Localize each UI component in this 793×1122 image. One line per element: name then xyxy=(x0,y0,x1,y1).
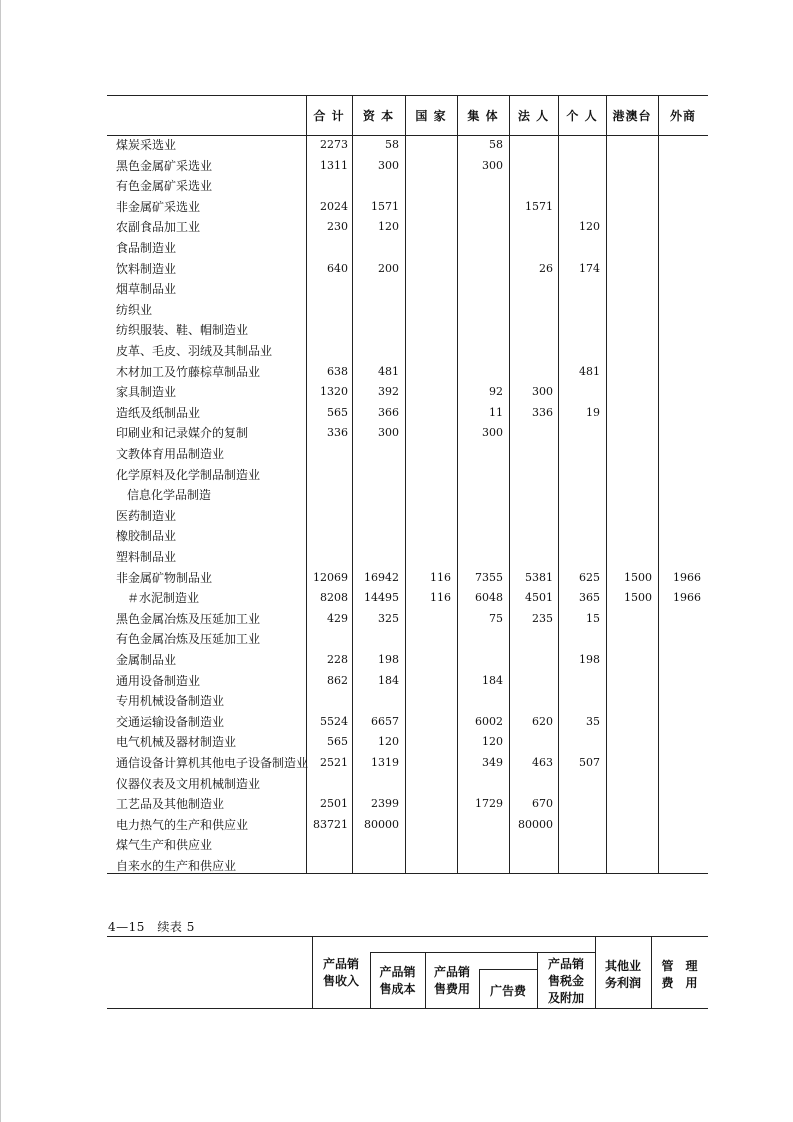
table-row xyxy=(107,135,708,156)
row-label: 电气机械及器材制造业 xyxy=(116,735,237,750)
table-row xyxy=(107,547,708,568)
header-state: 国 家 xyxy=(415,108,447,123)
table-row xyxy=(107,671,708,692)
header-legal-person: 法 人 xyxy=(517,108,550,123)
table-row xyxy=(107,238,708,259)
cell-value: 58 xyxy=(385,138,399,151)
table-caption: 4—15 续表 5 xyxy=(108,920,195,934)
row-label: ＃水泥制造业 xyxy=(127,591,200,606)
cell-value: 565 xyxy=(327,405,348,419)
cell-value: 1500 xyxy=(624,570,652,584)
header-total: 合 计 xyxy=(313,108,345,123)
cell-value: 120 xyxy=(579,220,600,234)
cell-value: 392 xyxy=(378,385,399,399)
table-row xyxy=(107,568,708,589)
row-label: 电力热气的生产和供应业 xyxy=(116,817,249,832)
cell-value: 336 xyxy=(532,405,553,419)
cell-value: 11 xyxy=(489,405,503,419)
table-row xyxy=(107,526,708,547)
cell-value: 15 xyxy=(586,611,600,625)
header-sales-income: 产品销 售收入 xyxy=(322,957,359,988)
cell-value: 230 xyxy=(327,220,348,234)
row-label: 烟草制品业 xyxy=(116,282,177,297)
cell-value: 120 xyxy=(482,735,503,749)
row-label: 纺织业 xyxy=(116,302,153,317)
cell-value: 184 xyxy=(378,673,399,687)
table-row xyxy=(107,609,708,630)
cell-value: 2399 xyxy=(371,797,399,811)
row-label: 纺织服装、鞋、帽制造业 xyxy=(116,323,249,338)
cell-value: 7355 xyxy=(475,570,503,584)
header-sales-tax: 产品销 售税金 及附加 xyxy=(547,956,584,1005)
cell-value: 325 xyxy=(378,611,399,625)
cell-value: 620 xyxy=(532,714,553,728)
cell-value: 1571 xyxy=(525,199,553,213)
row-label: 文教体育用品制造业 xyxy=(116,447,225,461)
cell-value: 19 xyxy=(586,405,600,419)
cell-value: 640 xyxy=(327,261,348,275)
cell-value: 8208 xyxy=(320,591,348,605)
cell-value: 1729 xyxy=(475,797,503,811)
cell-value: 365 xyxy=(579,591,600,605)
cell-value: 184 xyxy=(482,673,503,687)
table-row xyxy=(107,320,708,341)
cell-value: 120 xyxy=(378,735,399,749)
table-row xyxy=(107,856,708,877)
cell-value: 2024 xyxy=(320,199,348,213)
table-row xyxy=(107,794,708,815)
cell-value: 300 xyxy=(532,385,553,399)
cell-value: 2501 xyxy=(320,797,348,811)
table-row xyxy=(107,423,708,444)
table-row xyxy=(107,341,708,362)
cell-value: 14495 xyxy=(364,591,399,605)
header-admin-fee: 管 理 费 用 xyxy=(661,959,698,990)
cell-value: 58 xyxy=(489,138,503,151)
table-row xyxy=(107,382,708,403)
cell-value: 174 xyxy=(579,261,600,275)
header-other-profit: 其他业 务利润 xyxy=(604,959,641,990)
table-row xyxy=(107,835,708,856)
table-row xyxy=(107,712,708,733)
row-label: 木材加工及竹藤棕草制品业 xyxy=(116,364,261,379)
row-label: 煤炭采选业 xyxy=(116,138,177,152)
cell-value: 300 xyxy=(378,426,399,440)
table-row xyxy=(107,197,708,218)
cell-value: 2521 xyxy=(320,756,348,769)
table-row xyxy=(107,217,708,238)
cell-value: 565 xyxy=(327,735,348,749)
table-bottom-rule xyxy=(107,1008,708,1009)
cell-value: 300 xyxy=(378,158,399,172)
cell-value: 625 xyxy=(579,570,600,584)
cell-value: 1500 xyxy=(624,591,652,605)
header-foreign: 外商 xyxy=(669,108,696,123)
row-label: 家具制造业 xyxy=(116,385,177,400)
cell-value: 429 xyxy=(327,611,348,625)
row-label: 皮革、毛皮、羽绒及其制品业 xyxy=(116,344,273,358)
cell-value: 2273 xyxy=(320,138,348,151)
row-label: 交通运输设备制造业 xyxy=(116,714,225,729)
cell-value: 1319 xyxy=(371,756,399,769)
cell-value: 349 xyxy=(482,756,503,769)
cell-value: 26 xyxy=(539,261,553,275)
table-row xyxy=(107,732,708,753)
row-label: 煤气生产和供应业 xyxy=(116,838,213,853)
row-label: 造纸及纸制品业 xyxy=(116,405,201,420)
table-row xyxy=(107,300,708,321)
table-row xyxy=(107,506,708,527)
cell-value: 638 xyxy=(327,364,348,378)
subheader-rule xyxy=(479,969,537,970)
row-label: 非金属矿采选业 xyxy=(116,199,201,214)
cell-value: 481 xyxy=(378,364,399,378)
cell-value: 300 xyxy=(482,158,503,172)
table-row xyxy=(107,753,708,774)
row-label: 印刷业和记录媒介的复制 xyxy=(116,426,249,441)
row-label: 食品制造业 xyxy=(116,241,177,255)
cell-value: 200 xyxy=(378,261,399,275)
cell-value: 336 xyxy=(327,426,348,440)
table-row xyxy=(107,279,708,300)
cell-value: 116 xyxy=(430,570,451,584)
cell-value: 463 xyxy=(532,756,553,769)
cell-value: 1571 xyxy=(371,199,399,213)
header-individual: 个 人 xyxy=(566,108,598,123)
cell-value: 670 xyxy=(532,797,553,811)
page-left-border xyxy=(0,0,1,1122)
row-label: 非金属矿物制品业 xyxy=(116,570,213,585)
row-label: 自来水的生产和供应业 xyxy=(116,859,237,873)
row-label: 信息化学品制造 xyxy=(127,488,212,503)
cell-value: 35 xyxy=(586,714,600,728)
row-label: 有色金属矿采选业 xyxy=(116,179,213,194)
table-row xyxy=(107,403,708,424)
cell-value: 1311 xyxy=(320,158,348,172)
row-label: 专用机械设备制造业 xyxy=(116,694,225,709)
cell-value: 6657 xyxy=(371,714,399,728)
row-label: 农副食品加工业 xyxy=(116,220,201,235)
cell-value: 1966 xyxy=(673,591,701,605)
row-label: 医药制造业 xyxy=(116,508,177,523)
row-label: 饮料制造业 xyxy=(116,261,177,276)
table-row xyxy=(107,629,708,650)
cell-value: 366 xyxy=(378,405,399,419)
row-label: 化学原料及化学制品制造业 xyxy=(116,467,261,482)
continuation-table xyxy=(107,936,708,1010)
cell-value: 235 xyxy=(532,611,553,625)
cell-value: 228 xyxy=(327,653,348,666)
row-label: 工艺品及其他制造业 xyxy=(116,797,225,812)
cell-value: 80000 xyxy=(364,817,399,831)
cell-value: 120 xyxy=(378,220,399,234)
cell-value: 6002 xyxy=(475,714,503,728)
table-row xyxy=(107,362,708,383)
cell-value: 1320 xyxy=(320,385,348,399)
cell-value: 92 xyxy=(489,385,503,399)
table-row xyxy=(107,259,708,280)
table-row xyxy=(107,485,708,506)
table-top-rule xyxy=(107,936,708,937)
table-row xyxy=(107,774,708,795)
cell-value: 75 xyxy=(489,611,503,625)
row-label: 仪器仪表及文用机械制造业 xyxy=(116,776,261,791)
header-hk-macao-taiwan: 港澳台 xyxy=(612,108,652,123)
header-capital: 资 本 xyxy=(362,108,395,123)
cell-value: 862 xyxy=(327,673,348,687)
row-label: 橡胶制品业 xyxy=(116,529,177,544)
cell-value: 198 xyxy=(579,653,600,666)
cell-value: 481 xyxy=(579,364,600,378)
row-label: 黑色金属矿采选业 xyxy=(116,158,213,173)
cell-value: 300 xyxy=(482,426,503,440)
header-advertising: 广告费 xyxy=(489,983,526,998)
cell-value: 16942 xyxy=(364,570,399,584)
table-row xyxy=(107,444,708,465)
cell-value: 507 xyxy=(579,756,600,769)
cell-value: 116 xyxy=(430,591,451,605)
row-label: 黑色金属冶炼及压延加工业 xyxy=(116,611,261,626)
table-row xyxy=(107,650,708,671)
table-row xyxy=(107,465,708,486)
table-row xyxy=(107,815,708,836)
subheader-rule xyxy=(370,952,595,953)
cell-value: 6048 xyxy=(475,591,503,605)
cell-value: 5524 xyxy=(320,714,348,728)
row-label: 塑料制品业 xyxy=(116,550,177,564)
table-row xyxy=(107,588,708,609)
row-label: 金属制品业 xyxy=(116,653,177,667)
cell-value: 198 xyxy=(378,653,399,666)
cell-value: 80000 xyxy=(518,817,553,831)
cell-value: 12069 xyxy=(313,570,348,584)
header-collective: 集 体 xyxy=(467,108,499,123)
cell-value: 4501 xyxy=(525,591,553,605)
header-sales-cost: 产品销 售成本 xyxy=(379,965,416,996)
cell-value: 5381 xyxy=(525,570,553,584)
table-row xyxy=(107,156,708,177)
row-label: 有色金属冶炼及压延加工业 xyxy=(116,632,261,647)
row-label: 通信设备计算机其他电子设备制造业 xyxy=(116,756,309,770)
table-row xyxy=(107,176,708,197)
table-row xyxy=(107,691,708,712)
row-label: 通用设备制造业 xyxy=(116,673,201,688)
cell-value: 83721 xyxy=(313,817,348,831)
cell-value: 1966 xyxy=(673,570,701,584)
header-sales-expense: 产品销 售费用 xyxy=(433,965,470,996)
